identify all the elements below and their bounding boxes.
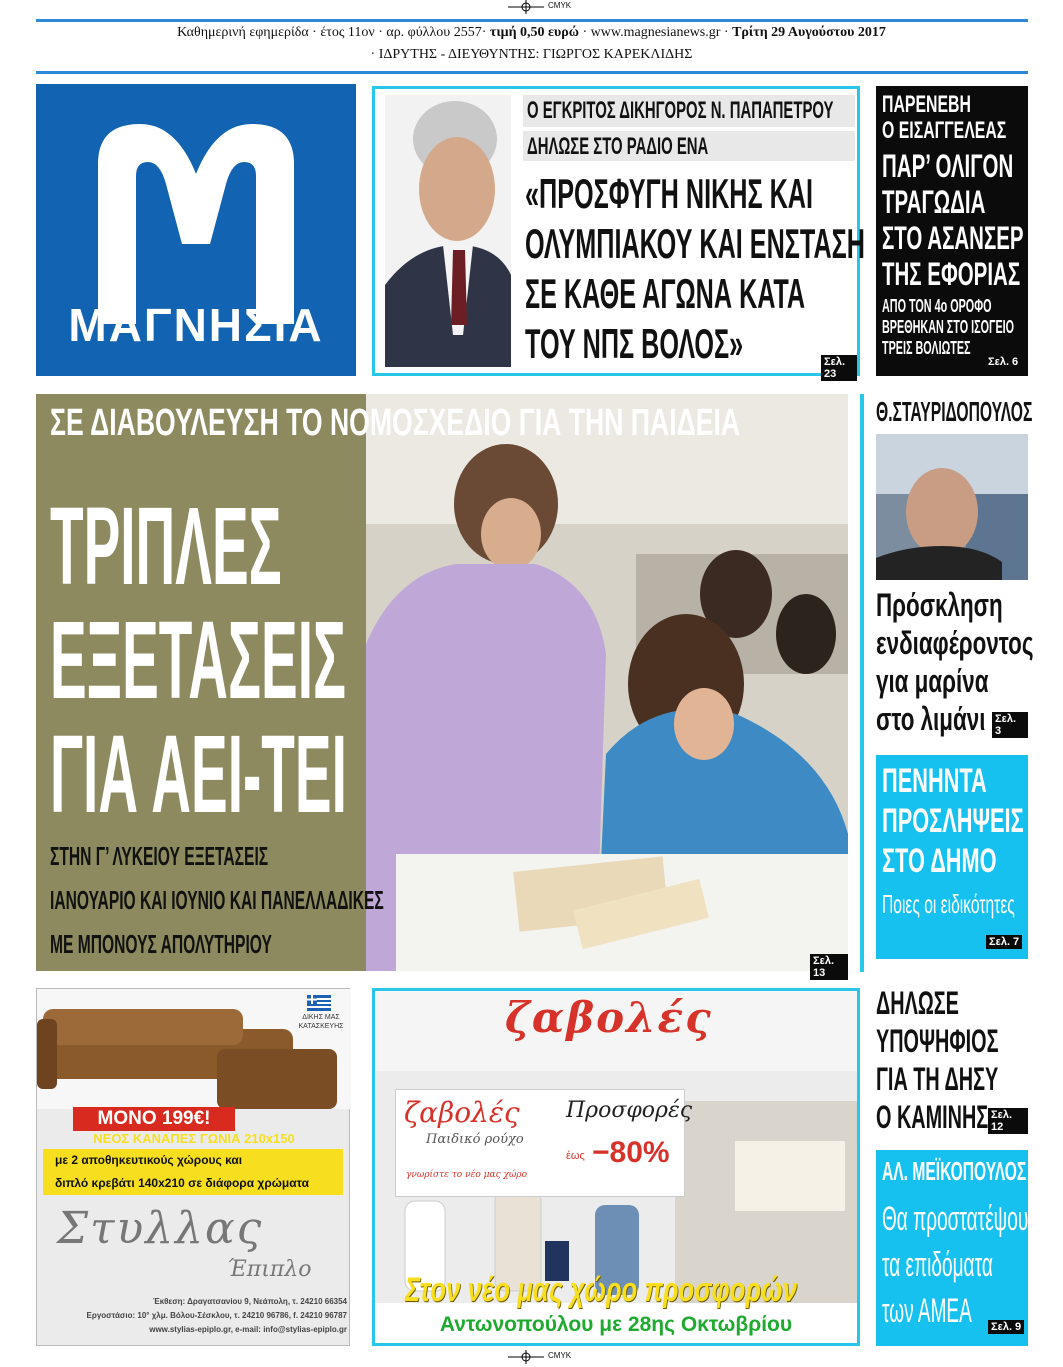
hiring-headline	[882, 761, 1024, 881]
sofa-illustration	[37, 989, 351, 1109]
side-top-kicker-line: Ο ΕΙΣΑΓΓΕΛΕΑΣ	[882, 117, 1007, 144]
flag-caption-line: ΔΙΚΗΣ ΜΑΣ	[302, 1014, 340, 1021]
kaminis-story[interactable]	[876, 982, 1028, 1134]
newspaper-logo	[36, 84, 356, 376]
poster-sub: Παιδικό ρούχο	[426, 1132, 524, 1147]
furniture-address-line: Εργοστάσιο: 10° χλμ. Βόλου-Σέσκλου, τ. 24210 96786, f. 24210 96787	[86, 1311, 347, 1320]
side-top-sub-line: ΤΡΕΙΣ ΒΟΛΙΩΤΕΣ	[882, 338, 971, 358]
cmyk-label-top: CMYK	[548, 1, 572, 10]
greek-flag-icon	[307, 995, 331, 1011]
poster-tag: γνωρίστε το νέο μας χώρο	[406, 1170, 527, 1180]
lead-headline-line: ΣΕ ΚΑΘΕ ΑΓΩΝΑ ΚΑΤΑ	[525, 270, 806, 317]
main-sub-line: ΣΤΗΝ Γ’ ΛΥΚΕΙΟΥ ΕΞΕΤΑΣΕΙΣ	[50, 841, 269, 871]
stavridopoulos-photo	[876, 434, 1028, 580]
stavridopoulos-name: Θ.ΣΤΑΥΡΙΔΟΠΟΥΛΟΣ	[876, 396, 1033, 427]
masthead-info-line	[0, 25, 1063, 41]
amea-headline-line: των ΑΜΕΑ	[882, 1292, 972, 1330]
zavoles-ad[interactable]	[372, 988, 860, 1346]
stavridopoulos-headline-line: στο λιμάνι	[876, 701, 986, 737]
column-divider	[860, 394, 864, 972]
lead-kicker-2: ΔΗΛΩΣΕ ΣΤΟ ΡΑΔΙΟ ΕΝΑ	[527, 133, 709, 160]
furniture-address-line: Έκθεση: Δραγατσανίου 9, Νεάπολη, τ. 24210 66354	[152, 1297, 347, 1306]
side-story-top[interactable]	[876, 86, 1028, 376]
main-page-ref: Σελ. 13	[810, 954, 848, 980]
amea-kicker: ΑΛ. ΜΕΪΚΟΠΟΥΛΟΣ	[882, 1156, 1027, 1186]
side-top-sub-line: ΒΡΕΘΗΚΑΝ ΣΤΟ ΙΣΟΓΕΙΟ	[882, 317, 1015, 337]
zavoles-poster	[395, 1089, 693, 1197]
furniture-detail-line: διπλό κρεβάτι 140x210 σε διάφορα χρώματα	[55, 1176, 309, 1190]
portrait-icon	[385, 95, 511, 367]
logo-name: ΜΑΓΝΗΣΙΑ	[68, 299, 324, 351]
lead-story[interactable]	[372, 86, 865, 380]
zavoles-brand: ζαβολές	[505, 993, 713, 1042]
furniture-brand: Στυλλας	[57, 1203, 264, 1254]
side-top-kicker-line: ΠΑΡΕΝΕΒΗ	[882, 91, 971, 118]
hiring-story[interactable]	[876, 755, 1028, 959]
kaminis-headline	[876, 984, 999, 1136]
lead-headline-line: ΤΟΥ ΝΠΣ ΒΟΛΟΣ»	[525, 320, 744, 367]
offers-percent: −80%	[592, 1136, 670, 1169]
price: τιμή 0,50 ευρώ	[489, 25, 580, 40]
offers-upto: έως	[566, 1150, 585, 1162]
zavoles-slogan: Στον νέο μας χώρο προσφορών	[405, 1271, 798, 1309]
zavoles-address: Αντωνοπούλου με 28ης Οκτωβρίου	[439, 1313, 793, 1336]
furniture-address	[41, 1295, 347, 1337]
side-top-sub-line: ΑΠΟ ΤΟΝ 4ο ΟΡΟΦΟ	[882, 296, 992, 316]
furniture-details	[43, 1149, 343, 1195]
side-top-headline-line: ΤΗΣ ΕΦΟΡΙΑΣ	[882, 256, 1021, 292]
side-top-headline-line: ΣΤΟ ΑΣΑΝΣΕΡ	[882, 220, 1024, 256]
lead-headline-line: «ΠΡΟΣΦΥΓΗ ΝΙΚΗΣ ΚΑΙ	[525, 170, 814, 217]
lead-page-ref: Σελ. 23	[821, 355, 857, 381]
founder-line: · ΙΔΡΥΤΗΣ - ΔΙΕΥΘΥΝΤΗΣ: ΓΙΩΡΓΟΣ ΚΑΡΕΚΛΙΔΗΣ	[370, 47, 693, 62]
main-kicker: ΣΕ ΔΙΑΒΟΥΛΕΥΣΗ ΤΟ ΝΟΜΟΣΧΕΔΙΟ ΓΙΑ ΤΗΝ ΠΑΙΔΕΙΑ	[50, 402, 741, 444]
kaminis-page-ref: Σελ. 12	[988, 1108, 1028, 1134]
side-top-sub	[882, 296, 1014, 359]
furniture-address-line: www.stylias-epiplo.gr, e-mail: info@stylias-epiplo.gr	[149, 1325, 347, 1334]
kaminis-headline-line: Ο ΚΑΜΙΝΗΣ	[876, 1099, 989, 1135]
stavridopoulos-headline-line: για μαρίνα	[876, 663, 989, 699]
masthead-rule-bottom	[36, 71, 1028, 74]
hiring-headline-line: ΠΡΟΣΛΗΨΕΙΣ	[882, 802, 1024, 840]
side-top-kicker	[882, 92, 1006, 144]
amea-headline-line: Θα προστατέψουμε	[882, 1200, 1048, 1238]
kaminis-headline-line: ΥΠΟΨΗΦΙΟΣ	[876, 1023, 999, 1059]
stavridopoulos-headline-line: Πρόσκληση	[876, 587, 1003, 623]
side-top-headline-line: ΤΡΑΓΩΔΙΑ	[882, 184, 986, 220]
masthead-rule-top	[36, 19, 1028, 22]
issue-date: Τρίτη 29 Αυγούστου 2017	[732, 25, 886, 40]
furniture-ad[interactable]	[36, 988, 350, 1346]
kaminis-headline-line: ΔΗΛΩΣΕ	[876, 985, 959, 1021]
amea-headline-line: τα επιδόματα	[882, 1246, 993, 1284]
amea-page-ref: Σελ. 9	[988, 1320, 1024, 1334]
side-top-headline-line: ΠΑΡ’ ΟΛΙΓΟΝ	[882, 148, 1014, 184]
main-headline-line: ΤΡΙΠΛΕΣ	[50, 485, 282, 608]
registration-mark-top	[508, 0, 572, 17]
stavridopoulos-headline-line: ενδιαφέροντος	[876, 625, 1034, 661]
main-headline	[50, 485, 347, 836]
main-sub	[50, 834, 384, 966]
hiring-headline-line: ΠΕΝΗΝΤΑ	[882, 762, 987, 800]
main-headline-line: ΓΙΑ ΑΕΙ-ΤΕΙ	[50, 713, 347, 836]
hiring-headline-line: ΣΤΟ ΔΗΜΟ	[882, 842, 997, 880]
amea-headline	[882, 1196, 1048, 1334]
furniture-offer: ΝΕΟΣ ΚΑΝΑΠΕΣ ΓΩΝΙΑ 210x150	[93, 1131, 295, 1146]
offers-word: Προσφορές	[566, 1098, 693, 1123]
stavridopoulos-story[interactable]	[876, 394, 1034, 739]
lead-kicker-1: Ο ΕΓΚΡΙΤΟΣ ΔΙΚΗΓΟΡΟΣ Ν. ΠΑΠΑΠΕΤΡΟΥ	[527, 97, 834, 124]
main-sub-line: ΙΑΝΟΥΑΡΙΟ ΚΑΙ ΙΟΥΝΙΟ ΚΑΙ ΠΑΝΕΛΛΑΔΙΚΕΣ	[50, 885, 384, 915]
hiring-page-ref: Σελ. 7	[986, 935, 1022, 949]
amea-story[interactable]	[876, 1150, 1048, 1346]
stavridopoulos-page-ref: Σελ. 3	[992, 712, 1028, 738]
cmyk-label-bottom: CMYK	[548, 1351, 572, 1360]
furniture-detail-line: με 2 αποθηκευτικούς χώρους και	[55, 1153, 243, 1167]
registration-mark-bottom	[508, 1350, 572, 1367]
furniture-brand-sub: Έπιπλο	[227, 1257, 312, 1282]
website: · www.magnesianews.gr ·	[582, 25, 729, 40]
hiring-sub: Ποιες οι ειδικότητες	[882, 889, 1015, 919]
lead-headline	[525, 169, 865, 369]
side-top-headline	[882, 148, 1024, 292]
lawyer-photo	[385, 95, 511, 367]
kaminis-headline-line: ΓΙΑ ΤΗ ΔΗΣΥ	[876, 1061, 999, 1097]
flag-caption-line: ΚΑΤΑΣΚΕΥΗΣ	[298, 1023, 344, 1030]
side-top-page-ref: Σελ. 6	[988, 356, 1019, 368]
main-story[interactable]	[36, 394, 848, 979]
lead-headline-line: ΟΛΥΜΠΙΑΚΟΥ ΚΑΙ ΕΝΣΤΑΣΗ	[525, 220, 865, 267]
main-sub-line: ΜΕ ΜΠΟΝΟΥΣ ΑΠΟΛΥΤΗΡΙΟΥ	[50, 929, 272, 959]
poster-brand: ζαβολές	[404, 1096, 520, 1129]
flag-caption	[293, 1013, 349, 1031]
main-headline-line: ΕΞΕΤΑΣΕΙΣ	[50, 599, 346, 722]
furniture-price: ΜΟΝΟ 199€!	[73, 1107, 235, 1131]
issue-info: Καθημερινή εφημερίδα · έτος 11ον · αρ. φύλλου 2557·	[177, 25, 487, 40]
